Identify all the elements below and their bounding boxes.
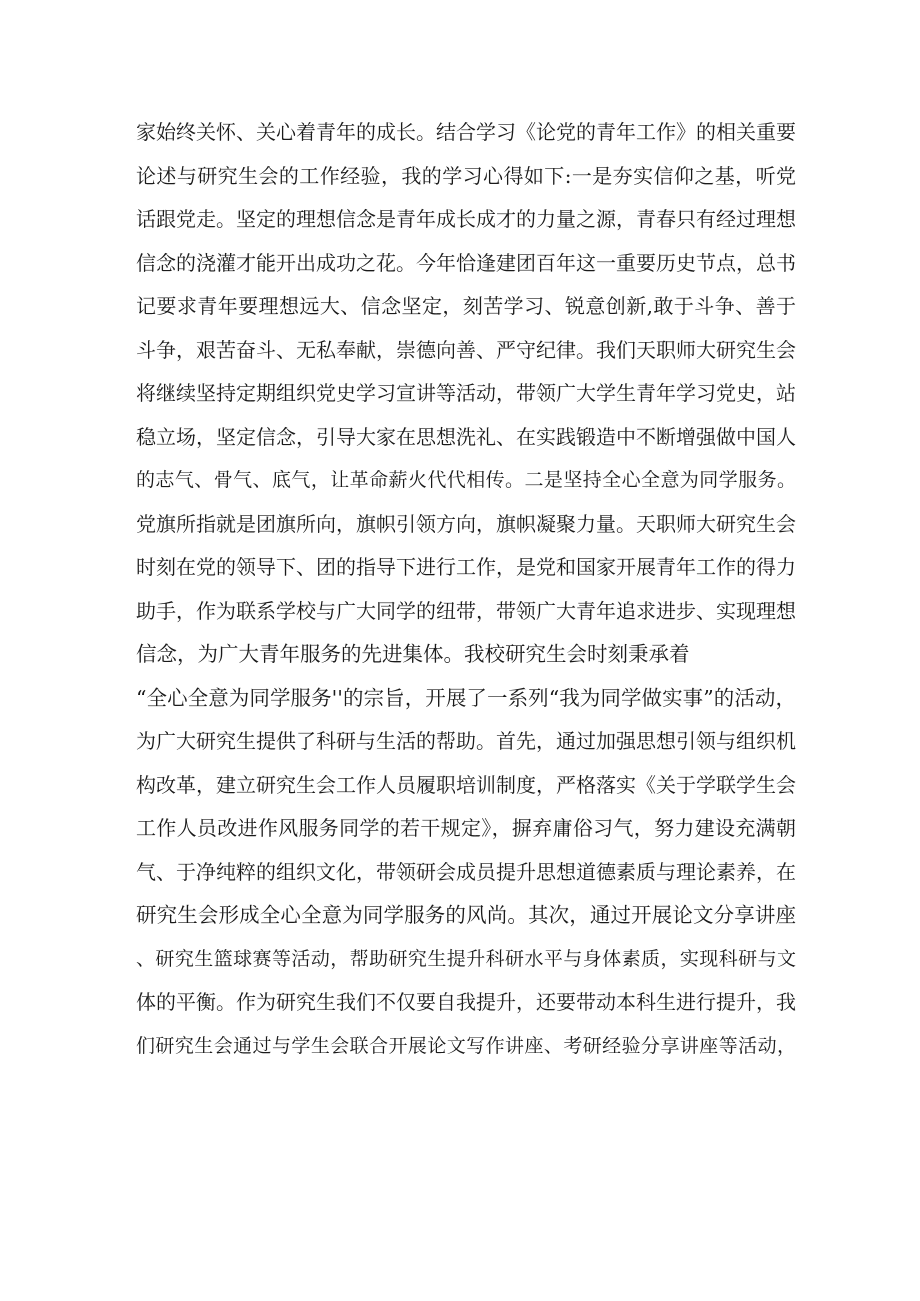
text-line-4: 信念的浇灌才能开出成功之花。今年恰逢建团百年这一重要历史节点，总书 <box>136 250 796 275</box>
text-line-14: “全心全意为同学服务''的宗旨，开展了一系列“我为同学做实事”的活动， <box>136 685 796 710</box>
body-text <box>136 111 796 1068</box>
text-line-22: 们研究生会通过与学生会联合开展论文写作讲座、考研经验分享讲座等活动， <box>136 1034 796 1057</box>
text-line-8: 稳立场，坚定信念，引导大家在思想洗礼、在实践锻造中不断增强做中国人 <box>136 424 796 449</box>
text-line-19: 研究生会形成全心全意为同学服务的风尚。其次，通过开展论文分享讲座 <box>136 903 796 927</box>
text-line-17: 工作人员改进作风服务同学的若干规定》，摒弃庸俗习气，努力建设充满朝 <box>136 816 796 840</box>
text-line-1: 家始终关怀、关心着青年的成长。结合学习《论党的青年工作》的相关重要 <box>136 120 796 144</box>
text-line-9: 的志气、骨气、底气，让革命薪火代代相传。二是坚持全心全意为同学服务。 <box>136 469 796 491</box>
text-line-21: 体的平衡。作为研究生我们不仅要自我提升，还要带动本科生进行提升，我 <box>136 990 796 1014</box>
text-line-15: 为广大研究生提供了科研与生活的帮助。首先，通过加强思想引领与组织机 <box>136 729 796 753</box>
text-line-3: 话跟党走。坚定的理想信念是青年成长成才的力量之源，青春只有经过理想 <box>136 207 796 231</box>
text-line-11: 时刻在党的领导下、团的指导下进行工作，是党和国家开展青年工作的得力 <box>136 555 796 579</box>
text-line-7: 将继续坚持定期组织党史学习宣讲等活动，带领广大学生青年学习党史，站 <box>136 381 796 405</box>
text-line-6: 斗争，艰苦奋斗、无私奉献，崇德向善、严守纪律。我们天职师大研究生会 <box>136 337 796 362</box>
text-line-10: 党旗所指就是团旗所向，旗帜引领方向，旗帜凝聚力量。天职师大研究生会 <box>136 511 796 536</box>
text-line-13: 信念，为广大青年服务的先进集体。我校研究生会时刻秉承着 <box>136 642 690 666</box>
text-line-12: 助手，作为联系学校与广大同学的纽带，带领广大青年追求进步、实现理想 <box>136 598 796 623</box>
text-line-20: 、研究生篮球赛等活动，帮助研究生提升科研水平与身体素质，实现科研与文 <box>136 947 796 970</box>
text-line-5: 记要求青年要理想远大、信念坚定，刻苦学习、锐意创新,敢于斗争、善于 <box>136 294 796 318</box>
text-line-18: 气、于净纯粹的组织文化，带领研会成员提升思想道德素质与理论素养，在 <box>136 859 796 884</box>
text-line-16: 构改革，建立研究生会工作人员履职培训制度，严格落实《关于学联学生会 <box>136 772 796 797</box>
text-line-2: 论述与研究生会的工作经验，我的学习心得如下:一是夯实信仰之基，听党 <box>136 163 796 188</box>
